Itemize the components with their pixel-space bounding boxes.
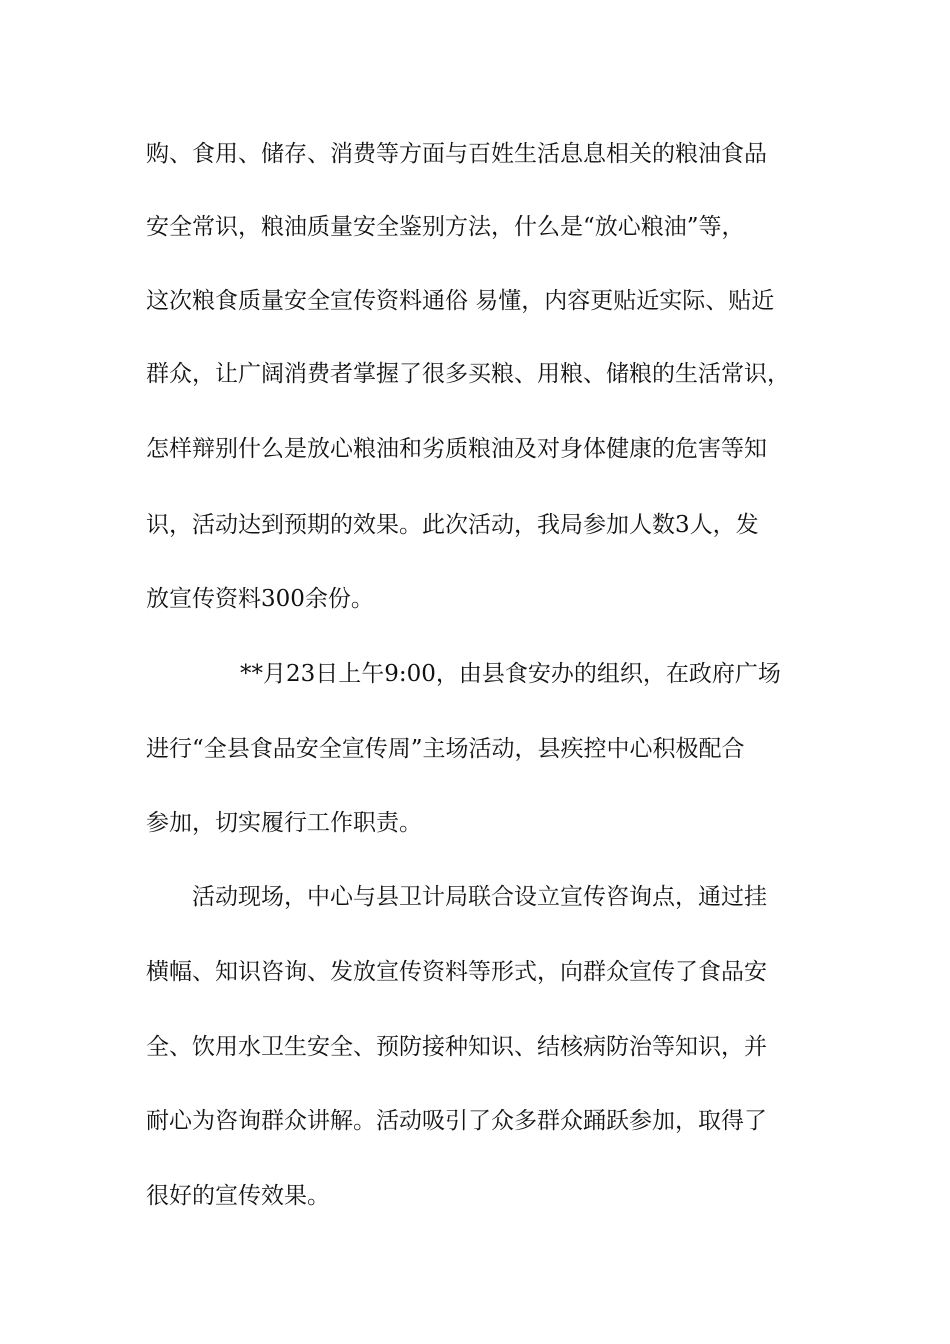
text-line-6: 识，活动达到预期的效果。此次活动，我局参加人数3人，发 [146,512,759,538]
text-line-10: 参加，切实履行工作职责。 [146,810,422,836]
text-line-9: 进行“全县食品安全宣传周”主场活动，县疾控中心积极配合 [146,736,745,762]
text-line-5: 怎样辩别什么是放心粮油和劣质粮油及对身体健康的危害等知 [146,436,767,462]
text-line-4: 群众，让广阔消费者掌握了很多买粮、用粮、储粮的生活常识， [146,361,790,387]
text-line-2: 安全常识，粮油质量安全鉴别方法，什么是“放心粮油”等， [146,214,745,240]
text-line-12: 横幅、知识咨询、发放宣传资料等形式，向群众宣传了食品安 [146,959,767,985]
text-line-3: 这次粮食质量安全宣传资料通俗 易懂，内容更贴近实际、贴近 [146,288,775,314]
text-line-14: 耐心为咨询群众讲解。活动吸引了众多群众踊跃参加，取得了 [146,1108,767,1134]
text-line-1: 购、食用、储存、消费等方面与百姓生活息息相关的粮油食品 [146,141,767,167]
text-line-15: 很好的宣传效果。 [146,1183,330,1209]
text-line-8: **月23日上午9:00，由县食安办的组织，在政府广场 [240,661,781,687]
text-line-13: 全、饮用水卫生安全、预防接种知识、结核病防治等知识，并 [146,1034,767,1060]
text-line-11: 活动现场，中心与县卫计局联合设立宣传咨询点，通过挂 [192,884,767,910]
text-line-7: 放宣传资料300余份。 [146,586,374,612]
